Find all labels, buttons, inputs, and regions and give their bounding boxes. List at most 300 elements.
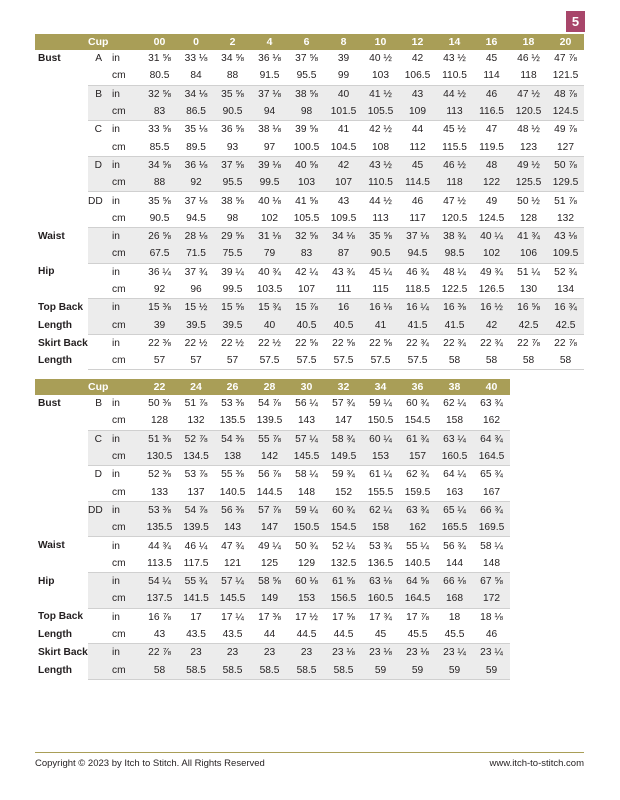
measurement-value: 43.5 — [214, 626, 251, 644]
measurement-value: 51 ⅞ — [184, 398, 208, 410]
measurement-value: 42 — [473, 316, 510, 334]
measurement-value: 134 — [547, 281, 584, 299]
measurement-label: Hip — [35, 572, 88, 590]
cup-label: D — [88, 156, 108, 174]
unit-label: cm — [108, 448, 141, 466]
unit-label: cm — [108, 281, 141, 299]
table-row — [35, 608, 510, 626]
unit-label: cm — [108, 67, 141, 85]
measurement-value: 35 ⅛ — [184, 124, 208, 136]
measurement-value: 117.5 — [178, 555, 214, 573]
measurement-value: 41 ½ — [362, 85, 399, 103]
measurement-value: 18 — [448, 611, 461, 623]
measurement-value: 53 ⅞ — [184, 469, 208, 481]
measurement-value: 23 ⅛ — [362, 644, 399, 662]
measurement-value: 83 — [141, 103, 178, 121]
measurement-value: 44 ½ — [436, 85, 473, 103]
table-header — [35, 34, 584, 50]
measurement-value: 145.5 — [214, 590, 251, 608]
measurement-value: 157 — [399, 448, 436, 466]
table-row — [35, 174, 584, 192]
measurement-value: 103 — [362, 67, 399, 85]
measurement-label — [35, 448, 88, 466]
cup-label — [88, 138, 108, 156]
measurement-value: 88 — [141, 174, 178, 192]
measurement-value: 58.5 — [288, 661, 325, 679]
measurement-value: 108 — [362, 138, 399, 156]
measurement-value: 130 — [510, 281, 547, 299]
measurement-value: 17 — [190, 611, 202, 623]
measurement-value: 140.5 — [399, 555, 436, 573]
measurement-value: 100.5 — [288, 138, 325, 156]
measurement-value: 57.5 — [325, 352, 362, 370]
unit-label: in — [112, 337, 120, 349]
footer-divider — [35, 752, 584, 753]
measurement-value: 129.5 — [547, 174, 584, 192]
measurement-value: 57.5 — [399, 352, 436, 370]
unit-label: cm — [108, 245, 141, 263]
measurement-value: 56 ⅞ — [258, 469, 281, 481]
measurement-value: 45 — [399, 156, 436, 174]
cup-label — [88, 174, 108, 192]
measurement-value: 22 ¾ — [406, 337, 429, 349]
measurement-value: 46 ¾ — [406, 266, 429, 278]
measurement-value: 61 ¼ — [369, 469, 392, 481]
measurement-value: 44 ¾ — [148, 540, 171, 552]
measurement-label — [35, 555, 88, 573]
measurement-label: Top Back — [35, 299, 88, 317]
table-row — [35, 395, 510, 412]
measurement-value: 95.5 — [214, 174, 251, 192]
measurement-value: 37 ¾ — [184, 266, 208, 278]
measurement-value: 58 ¾ — [325, 430, 362, 448]
size-chart-table-misses — [35, 34, 584, 370]
table-row — [35, 644, 510, 662]
measurement-value: 118 — [436, 174, 473, 192]
measurement-value: 58 — [510, 352, 547, 370]
measurement-value: 43 ⅛ — [547, 227, 584, 245]
footer-copyright: Copyright © 2023 by Itch to Stitch. All Rights Reserved — [35, 758, 265, 769]
measurement-value: 42.5 — [547, 316, 584, 334]
measurement-value: 93 — [214, 138, 251, 156]
size-header: 18 — [510, 34, 547, 50]
cup-label: C — [88, 430, 108, 448]
measurement-value: 103.5 — [251, 281, 288, 299]
unit-label: cm — [108, 412, 141, 430]
measurement-value: 58.5 — [251, 661, 288, 679]
measurement-value: 16 ⅜ — [436, 299, 473, 317]
unit-label: in — [108, 430, 141, 448]
measurement-value: 22 ½ — [221, 337, 244, 349]
measurement-value: 66 ⅛ — [436, 572, 473, 590]
measurement-value: 145.5 — [288, 448, 325, 466]
table-row — [35, 519, 510, 537]
measurement-value: 153 — [288, 590, 325, 608]
measurement-value: 38 ¾ — [436, 227, 473, 245]
measurement-value: 60 ¾ — [406, 398, 429, 410]
measurement-label — [35, 210, 88, 228]
measurement-value: 36 ⅛ — [178, 156, 214, 174]
measurement-value: 154.5 — [325, 519, 362, 537]
cup-label — [88, 299, 108, 317]
measurement-value: 34 ⅝ — [221, 53, 244, 65]
measurement-value: 15 ¾ — [251, 299, 288, 317]
table-row — [35, 227, 584, 245]
measurement-value: 39.5 — [214, 316, 251, 334]
measurement-value: 63 ¾ — [399, 501, 436, 519]
measurement-value: 92 — [178, 174, 214, 192]
measurement-value: 31 ⅝ — [148, 53, 171, 65]
measurement-value: 53 ¾ — [369, 540, 392, 552]
measurement-value: 40 ⅝ — [288, 156, 325, 174]
measurement-value: 56 ¼ — [295, 398, 318, 410]
measurement-value: 50 ⅞ — [547, 156, 584, 174]
measurement-value: 48 ⅞ — [547, 85, 584, 103]
cup-label — [88, 334, 108, 352]
table-row — [35, 245, 584, 263]
measurement-value: 64 ¼ — [443, 469, 466, 481]
measurement-label — [35, 138, 88, 156]
measurement-value: 51 ⅞ — [554, 195, 577, 207]
measurement-value: 150.5 — [288, 519, 325, 537]
measurement-value: 130.5 — [141, 448, 178, 466]
measurement-value: 43 — [399, 85, 436, 103]
measurement-value: 44 — [251, 626, 288, 644]
measurement-value: 47 — [485, 124, 498, 136]
measurement-value: 124.5 — [473, 210, 510, 228]
size-header: 34 — [362, 379, 399, 395]
measurement-value: 122.5 — [436, 281, 473, 299]
cup-header: Cup — [88, 36, 108, 48]
measurement-value: 42 ¼ — [295, 266, 318, 278]
measurement-label: Bust — [35, 395, 88, 412]
measurement-value: 142 — [251, 448, 288, 466]
measurement-value: 44.5 — [288, 626, 325, 644]
measurement-value: 107 — [288, 281, 325, 299]
unit-label: in — [112, 611, 120, 623]
measurement-value: 23 ¼ — [436, 644, 473, 662]
measurement-value: 43.5 — [178, 626, 214, 644]
cup-label — [88, 519, 108, 537]
measurement-value: 46 ½ — [436, 156, 473, 174]
measurement-value: 34 ⅛ — [325, 227, 362, 245]
measurement-value: 153 — [362, 448, 399, 466]
unit-label: in — [112, 124, 120, 136]
measurement-value: 107 — [325, 174, 362, 192]
measurement-label: Length — [35, 352, 88, 370]
measurement-value: 57 — [178, 352, 214, 370]
measurement-label — [35, 121, 88, 139]
measurement-value: 84 — [178, 67, 214, 85]
measurement-value: 62 ¼ — [362, 501, 399, 519]
measurement-value: 115.5 — [436, 138, 473, 156]
measurement-value: 28 ⅛ — [178, 227, 214, 245]
measurement-value: 91.5 — [251, 67, 288, 85]
measurement-value: 112 — [399, 138, 436, 156]
size-header: 10 — [362, 34, 399, 50]
cup-label — [88, 245, 108, 263]
measurement-value: 57 — [141, 352, 178, 370]
measurement-value: 40 ½ — [369, 53, 392, 65]
measurement-label — [35, 519, 88, 537]
measurement-value: 59 ¼ — [369, 398, 392, 410]
measurement-value: 139.5 — [251, 412, 288, 430]
measurement-value: 49 — [485, 195, 498, 207]
cup-header: Cup — [88, 381, 108, 393]
size-header: 40 — [473, 379, 510, 395]
cup-label — [88, 661, 108, 679]
measurement-value: 52 ⅜ — [148, 469, 171, 481]
measurement-value: 106 — [510, 245, 547, 263]
measurement-label: Skirt Back — [35, 644, 88, 662]
measurement-value: 15 ½ — [178, 299, 214, 317]
table-row — [35, 103, 584, 121]
measurement-value: 39 ⅝ — [295, 124, 318, 136]
size-header: 36 — [399, 379, 436, 395]
measurement-value: 22 ⅝ — [332, 337, 355, 349]
measurement-value: 57.5 — [362, 352, 399, 370]
cup-label — [88, 590, 108, 608]
measurement-value: 111 — [325, 281, 362, 299]
measurement-value: 49 ½ — [510, 156, 547, 174]
table-row — [35, 281, 584, 299]
measurement-value: 83 — [288, 245, 325, 263]
measurement-value: 40.5 — [288, 316, 325, 334]
measurement-label: Waist — [35, 227, 88, 245]
table-row — [35, 299, 584, 317]
measurement-value: 110.5 — [436, 67, 473, 85]
measurement-value: 46 — [411, 195, 424, 207]
measurement-value: 22 ¾ — [480, 337, 503, 349]
measurement-value: 45.5 — [399, 626, 436, 644]
measurement-value: 126.5 — [473, 281, 510, 299]
measurement-label — [35, 85, 88, 103]
measurement-value: 34 ⅛ — [178, 85, 214, 103]
cup-label: A — [95, 53, 102, 65]
table-row — [35, 334, 584, 352]
measurement-label — [35, 245, 88, 263]
unit-label: in — [108, 227, 141, 245]
measurement-value: 49 ¼ — [258, 540, 281, 552]
measurement-value: 36 ⅛ — [258, 53, 281, 65]
size-header: 32 — [325, 379, 362, 395]
table-row — [35, 121, 584, 139]
header-cell — [108, 379, 141, 395]
measurement-value: 40 ⅛ — [258, 195, 281, 207]
table-row — [35, 138, 584, 156]
measurement-value: 98 — [288, 103, 325, 121]
measurement-value: 128 — [510, 210, 547, 228]
measurement-value: 143 — [288, 412, 325, 430]
measurement-value: 15 ⅞ — [288, 299, 325, 317]
measurement-value: 48 ¼ — [443, 266, 466, 278]
measurement-label — [35, 501, 88, 519]
measurement-value: 58.5 — [214, 661, 251, 679]
measurement-value: 160.5 — [362, 590, 399, 608]
measurement-value: 45 ½ — [443, 124, 466, 136]
measurement-value: 15 ⅝ — [214, 299, 251, 317]
measurement-value: 140.5 — [214, 483, 251, 501]
measurement-value: 64 ¾ — [473, 430, 510, 448]
measurement-value: 160.5 — [436, 448, 473, 466]
cup-label — [88, 281, 108, 299]
unit-label: cm — [108, 626, 141, 644]
measurement-value: 115 — [362, 281, 399, 299]
measurement-label: Skirt Back — [35, 334, 88, 352]
cup-label — [88, 608, 108, 626]
measurement-value: 58 — [473, 352, 510, 370]
cup-label: D — [94, 469, 102, 481]
measurement-value: 45 — [362, 626, 399, 644]
measurement-value: 55 ¼ — [406, 540, 429, 552]
size-header: 30 — [288, 379, 325, 395]
unit-label: cm — [108, 103, 141, 121]
measurement-value: 80.5 — [141, 67, 178, 85]
measurement-value: 86.5 — [178, 103, 214, 121]
size-header: 20 — [547, 34, 584, 50]
measurement-value: 105.5 — [362, 103, 399, 121]
measurement-value: 172 — [473, 590, 510, 608]
size-header: 12 — [399, 34, 436, 50]
measurement-label: Waist — [35, 537, 88, 555]
measurement-value: 40 ¾ — [258, 266, 281, 278]
measurement-value: 22 ⅝ — [369, 337, 392, 349]
size-header: 2 — [214, 34, 251, 50]
measurement-value: 79 — [251, 245, 288, 263]
measurement-value: 90.5 — [214, 103, 251, 121]
measurement-value: 46 — [473, 85, 510, 103]
measurement-value: 67 ⅝ — [473, 572, 510, 590]
measurement-value: 58 ¼ — [480, 540, 503, 552]
measurement-value: 38 ⅝ — [221, 195, 244, 207]
measurement-value: 33 ⅛ — [184, 53, 208, 65]
measurement-value: 39 ¼ — [221, 266, 244, 278]
measurement-value: 169.5 — [473, 519, 510, 537]
unit-label: cm — [108, 352, 141, 370]
unit-label: cm — [108, 138, 141, 156]
measurement-value: 37 ⅝ — [214, 156, 251, 174]
measurement-value: 150.5 — [362, 412, 399, 430]
cup-label — [88, 412, 108, 430]
measurement-value: 42 — [325, 156, 362, 174]
cup-label — [88, 316, 108, 334]
measurement-value: 18 ⅛ — [480, 611, 503, 623]
measurement-value: 44.5 — [325, 626, 362, 644]
size-header: 28 — [251, 379, 288, 395]
measurement-value: 59 — [473, 661, 510, 679]
measurement-value: 164.5 — [399, 590, 436, 608]
measurement-value: 42.5 — [510, 316, 547, 334]
measurement-value: 135.5 — [214, 412, 251, 430]
measurement-value: 125.5 — [510, 174, 547, 192]
size-header: 4 — [251, 34, 288, 50]
measurement-value: 102 — [473, 245, 510, 263]
cup-label — [88, 263, 108, 281]
measurement-value: 114 — [473, 67, 510, 85]
measurement-value: 29 ⅝ — [214, 227, 251, 245]
measurement-value: 39 — [337, 53, 350, 65]
measurement-value: 60 ⅛ — [288, 572, 325, 590]
measurement-value: 41 — [362, 316, 399, 334]
header-cell — [108, 34, 141, 50]
table-row — [35, 412, 510, 430]
measurement-value: 116.5 — [473, 103, 510, 121]
measurement-value: 129 — [288, 555, 325, 573]
measurement-value: 65 ¾ — [480, 469, 503, 481]
measurement-value: 96 — [178, 281, 214, 299]
measurement-label — [35, 281, 88, 299]
measurement-value: 23 ⅛ — [325, 644, 362, 662]
measurement-value: 46 ½ — [517, 53, 540, 65]
measurement-value: 22 ½ — [184, 337, 208, 349]
size-header: 0 — [178, 34, 214, 50]
measurement-value: 58 — [547, 352, 584, 370]
measurement-value: 132 — [547, 210, 584, 228]
measurement-value: 49 ⅞ — [554, 124, 577, 136]
measurement-value: 118.5 — [399, 281, 436, 299]
measurement-value: 134.5 — [178, 448, 214, 466]
measurement-value: 23 — [288, 644, 325, 662]
measurement-value: 59 ¼ — [288, 501, 325, 519]
cup-label — [88, 483, 108, 501]
table-row — [35, 430, 510, 448]
measurement-value: 106.5 — [399, 67, 436, 85]
measurement-value: 46 — [473, 626, 510, 644]
table-row — [35, 555, 510, 573]
measurement-value: 66 ¾ — [473, 501, 510, 519]
measurement-value: 16 ⅝ — [510, 299, 547, 317]
unit-label: in — [112, 195, 120, 207]
unit-label: in — [108, 501, 141, 519]
measurement-value: 98 — [214, 210, 251, 228]
measurement-value: 87 — [325, 245, 362, 263]
measurement-value: 37 ⅛ — [251, 85, 288, 103]
measurement-value: 121 — [214, 555, 251, 573]
cup-label: B — [88, 85, 108, 103]
measurement-value: 59 — [362, 661, 399, 679]
table-row — [35, 85, 584, 103]
measurement-value: 65 ¼ — [436, 501, 473, 519]
measurement-value: 41 — [337, 124, 350, 136]
measurement-value: 23 — [251, 644, 288, 662]
measurement-value: 54 ¼ — [141, 572, 178, 590]
measurement-value: 53 ⅜ — [141, 501, 178, 519]
measurement-label: Bust — [35, 50, 88, 67]
measurement-value: 22 ¾ — [443, 337, 466, 349]
measurement-value: 63 ⅛ — [362, 572, 399, 590]
cup-label — [88, 103, 108, 121]
measurement-value: 99 — [325, 67, 362, 85]
measurement-value: 41.5 — [436, 316, 473, 334]
measurement-value: 22 ⅞ — [517, 337, 540, 349]
measurement-value: 139.5 — [178, 519, 214, 537]
unit-label: cm — [108, 661, 141, 679]
measurement-value: 90.5 — [362, 245, 399, 263]
unit-label: in — [112, 469, 120, 481]
measurement-value: 162 — [399, 519, 436, 537]
measurement-value: 120.5 — [510, 103, 547, 121]
measurement-value: 117 — [399, 210, 436, 228]
measurement-value: 99.5 — [214, 281, 251, 299]
unit-label: cm — [108, 483, 141, 501]
measurement-value: 17 ¼ — [221, 611, 244, 623]
measurement-value: 104.5 — [325, 138, 362, 156]
measurement-value: 17 ⅞ — [406, 611, 429, 623]
measurement-value: 16 ¾ — [547, 299, 584, 317]
measurement-value: 95.5 — [288, 67, 325, 85]
measurement-value: 51 ⅜ — [141, 430, 178, 448]
measurement-value: 43 — [141, 626, 178, 644]
